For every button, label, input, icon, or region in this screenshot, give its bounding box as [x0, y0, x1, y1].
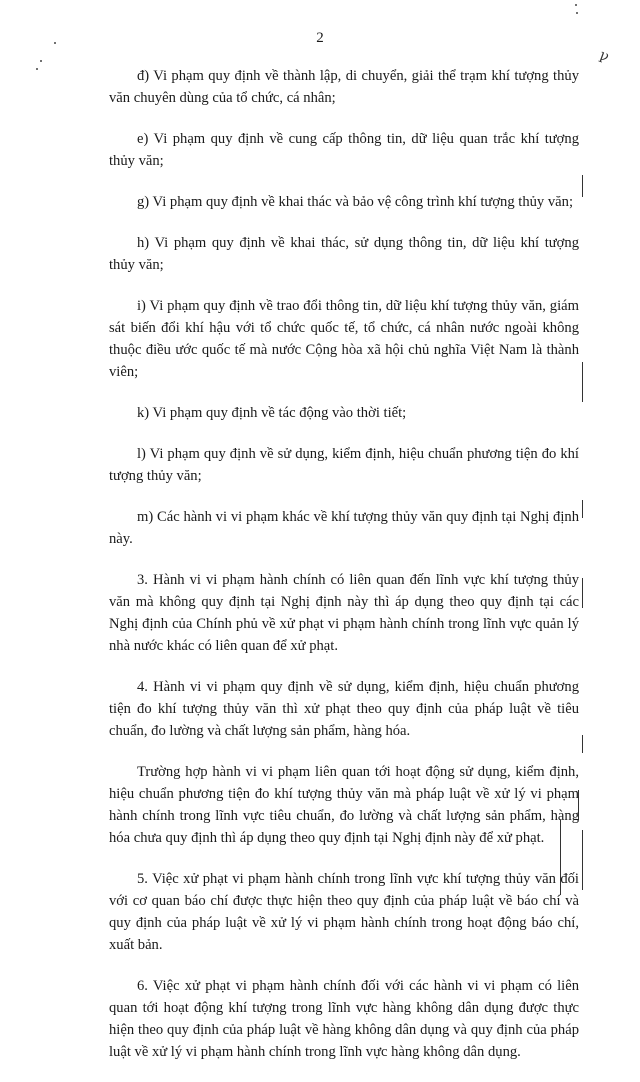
paragraph-h: h) Vi phạm quy định về khai thác, sử dụng thông tin, dữ liệu khí tượng thủy văn;: [109, 235, 579, 273]
paragraph-d: đ) Vi phạm quy định về thành lập, di chuyển, giải thể trạm khí tượng thủy văn chuyên dùng của tổ chức, cá nhân;: [109, 68, 579, 106]
scan-speck: [575, 4, 577, 6]
margin-mark: [582, 362, 583, 402]
margin-mark: [582, 500, 583, 518]
paragraph-g: g) Vi phạm quy định về khai thác và bảo vệ công trình khí tượng thủy văn;: [137, 194, 573, 210]
clause-6: 6. Việc xử phạt vi phạm hành chính đối với các hành vi vi phạm có liên quan tới hoạt động khí tượng trong lĩnh vực hàng không dân dụng được thực hiện theo quy định của pháp luật về hàng không dân dụng và quy định của pháp luật về xử lý vi phạm hành chính trong lĩnh vực hàng không dân dụng.: [109, 978, 579, 1060]
paragraph-e: e) Vi phạm quy định về cung cấp thông tin, dữ liệu quan trắc khí tượng thủy văn;: [109, 131, 579, 169]
margin-mark: [582, 830, 583, 890]
paragraph-k: k) Vi phạm quy định về tác động vào thời tiết;: [137, 405, 407, 421]
paragraph-m: m) Các hành vi vi phạm khác về khí tượng thủy văn quy định tại Nghị định này.: [109, 509, 579, 547]
margin-mark: [582, 578, 583, 608]
scan-speck: [576, 12, 578, 14]
document-body: [109, 65, 579, 1082]
corner-mark: ꝩ: [597, 47, 611, 66]
scan-speck: [36, 68, 38, 70]
clause-5: 5. Việc xử phạt vi phạm hành chính trong lĩnh vực khí tượng thủy văn đối với cơ quan báo chí được thực hiện theo quy định của pháp luật về báo chí và quy định của pháp luật về xử lý vi phạm hành chính trong hoạt động báo chí, xuất bản.: [109, 871, 579, 953]
margin-mark: [582, 175, 583, 197]
page-number: 2: [316, 30, 324, 46]
clause-4: 4. Hành vi vi phạm quy định về sử dụng, kiểm định, hiệu chuẩn phương tiện đo khí tượng thủy văn thì xử phạt theo quy định của pháp luật về tiêu chuẩn, đo lường và chất lượng sản phẩm, hàng hóa.: [109, 679, 579, 739]
margin-mark: [582, 735, 583, 753]
paragraph-l: l) Vi phạm quy định về sử dụng, kiểm định, hiệu chuẩn phương tiện đo khí tượng thủy văn;: [109, 446, 579, 484]
clause-4-case: Trường hợp hành vi vi phạm liên quan tới hoạt động sử dụng, kiểm định, hiệu chuẩn phương tiện đo khí tượng thủy văn mà pháp luật về xử lý vi phạm hành chính trong lĩnh vực tiêu chuẩn, đo lường và chất lượng sản phẩm, hàng hóa chưa quy định thì áp dụng theo quy định tại Nghị định này để xử phạt.: [109, 764, 579, 846]
scan-speck: [40, 60, 42, 62]
paragraph-i: i) Vi phạm quy định về trao đổi thông tin, dữ liệu khí tượng thủy văn, giám sát biến đổi khí hậu với tổ chức quốc tế, tổ chức, cá nhân nước ngoài không thuộc điều ước quốc tế mà nước Cộng hòa xã hội chủ nghĩa Việt Nam là thành viên;: [109, 298, 579, 380]
clause-3: 3. Hành vi vi phạm hành chính có liên quan đến lĩnh vực khí tượng thủy văn mà không quy định tại Nghị định này thì áp dụng theo quy định tại các Nghị định của Chính phủ về xử phạt vi phạm hành chính trong lĩnh vực quản lý nhà nước khác có liên quan để xử phạt.: [109, 572, 579, 654]
scan-speck: [54, 42, 56, 44]
